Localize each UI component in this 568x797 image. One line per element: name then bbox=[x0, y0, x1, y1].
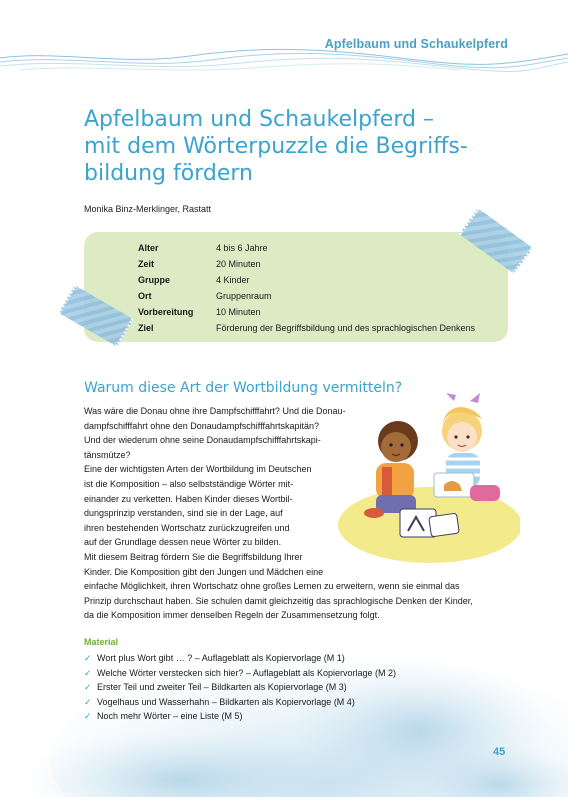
checkmark-icon: ✓ bbox=[84, 653, 92, 663]
body-text-line: Mit diesem Beitrag fördern Sie die Begriffsbildung Ihrer bbox=[84, 552, 303, 562]
material-item-text: Welche Wörter verstecken sich hier? – Auflageblatt als Kopiervorlage (M 2) bbox=[97, 667, 396, 678]
info-value: Gruppenraum bbox=[216, 291, 272, 301]
header-wave-lines bbox=[0, 44, 568, 74]
info-row-time bbox=[138, 256, 475, 272]
body-text-line: auf der Grundlage dessen neue Wörter zu bilden. bbox=[84, 537, 282, 548]
info-label: Ort bbox=[138, 291, 152, 301]
body-text-line: ihren bestehenden Wortschatz zurückzugreifen und bbox=[84, 522, 290, 533]
material-item bbox=[84, 651, 396, 666]
children-illustration bbox=[330, 385, 520, 563]
material-list bbox=[84, 651, 396, 724]
body-text-line: Kinder. Die Komposition gibt den Jungen und Mädchen eine bbox=[84, 566, 324, 577]
body-text-line: tänsmütze? bbox=[84, 449, 131, 460]
info-row-preparation bbox=[138, 304, 475, 320]
material-item bbox=[84, 666, 396, 681]
info-value: 10 Minuten bbox=[216, 307, 261, 317]
material-heading: Material bbox=[84, 637, 119, 647]
info-label: Zeit bbox=[138, 259, 155, 269]
page-number: 45 bbox=[493, 746, 506, 758]
info-label: Ziel bbox=[138, 323, 154, 333]
info-label: Vorbereitung bbox=[138, 307, 194, 317]
material-item-text: Noch mehr Wörter – eine Liste (M 5) bbox=[97, 711, 243, 722]
material-item bbox=[84, 709, 396, 724]
title-line-3: bildung fördern bbox=[84, 161, 253, 186]
info-row-place bbox=[138, 288, 475, 304]
info-table bbox=[138, 240, 475, 336]
checkmark-icon: ✓ bbox=[84, 667, 92, 678]
info-label: Alter bbox=[138, 243, 159, 253]
title-line-2: mit dem Wörterpuzzle die Begriffs- bbox=[84, 134, 468, 159]
checkmark-icon: ✓ bbox=[84, 696, 92, 707]
author-line: Monika Binz-Merklinger, Rastatt bbox=[84, 204, 212, 214]
info-value: 4 Kinder bbox=[216, 275, 250, 285]
material-item-text: Vogelhaus und Wasserhahn – Bildkarten als Kopiervorlage (M 4) bbox=[97, 696, 355, 707]
material-item bbox=[84, 680, 396, 695]
info-row-group bbox=[138, 272, 475, 288]
body-text-line: dampfschifffahrt ohne den Donaudampfschifffahrtskapitän? bbox=[84, 420, 319, 431]
section-heading: Warum diese Art der Wortbildung vermitteln? bbox=[84, 380, 403, 396]
article-title bbox=[84, 106, 504, 187]
body-text-line: dungsprinzip verstanden, sind sie in der Lage, auf bbox=[84, 508, 283, 519]
body-text-line: Was wäre die Donau ohne ihre Dampfschifffahrt? Und die Donau- bbox=[84, 406, 346, 416]
checkmark-icon: ✓ bbox=[84, 682, 92, 693]
running-header: Apfelbaum und Schaukelpferd bbox=[324, 37, 508, 51]
title-line-1: Apfelbaum und Schaukelpferd – bbox=[84, 107, 434, 132]
info-row-age bbox=[138, 240, 475, 256]
checkmark-icon: ✓ bbox=[84, 711, 92, 722]
info-value: Förderung der Begriffsbildung und des sprachlogischen Denkens bbox=[216, 323, 475, 333]
material-item bbox=[84, 695, 396, 710]
info-value: 20 Minuten bbox=[216, 259, 261, 269]
material-item-text: Erster Teil und zweiter Teil – Bildkarten als Kopiervorlage (M 3) bbox=[97, 682, 347, 693]
body-text-line: einfache Möglichkeit, ihren Wortschatz ohne großes Lernen zu erweitern, wenn sie einmal das bbox=[84, 581, 460, 592]
info-row-goal bbox=[138, 320, 475, 336]
body-text-line: Und der wiederum ohne seine Donaudampfschifffahrtskapi- bbox=[84, 435, 321, 446]
body-text-line: ist die Komposition – also selbstständige Wörter mit- bbox=[84, 479, 294, 489]
body-text-line: da die Komposition immer denselben Regeln der Zusammensetzung folgt. bbox=[84, 610, 380, 621]
body-text-line: Prinzip durchschaut haben. Sie schulen damit gleichzeitig das sprachlogische Denken der Kinder, bbox=[84, 595, 473, 606]
info-value: 4 bis 6 Jahre bbox=[216, 243, 268, 253]
body-text-line: einander zu verketten. Haben Kinder dieses Wortbil- bbox=[84, 493, 293, 504]
info-label: Gruppe bbox=[138, 275, 171, 285]
body-text-line: Eine der wichtigsten Arten der Wortbildung im Deutschen bbox=[84, 464, 312, 475]
material-item-text: Wort plus Wort gibt … ? – Auflageblatt als Kopiervorlage (M 1) bbox=[97, 653, 345, 663]
